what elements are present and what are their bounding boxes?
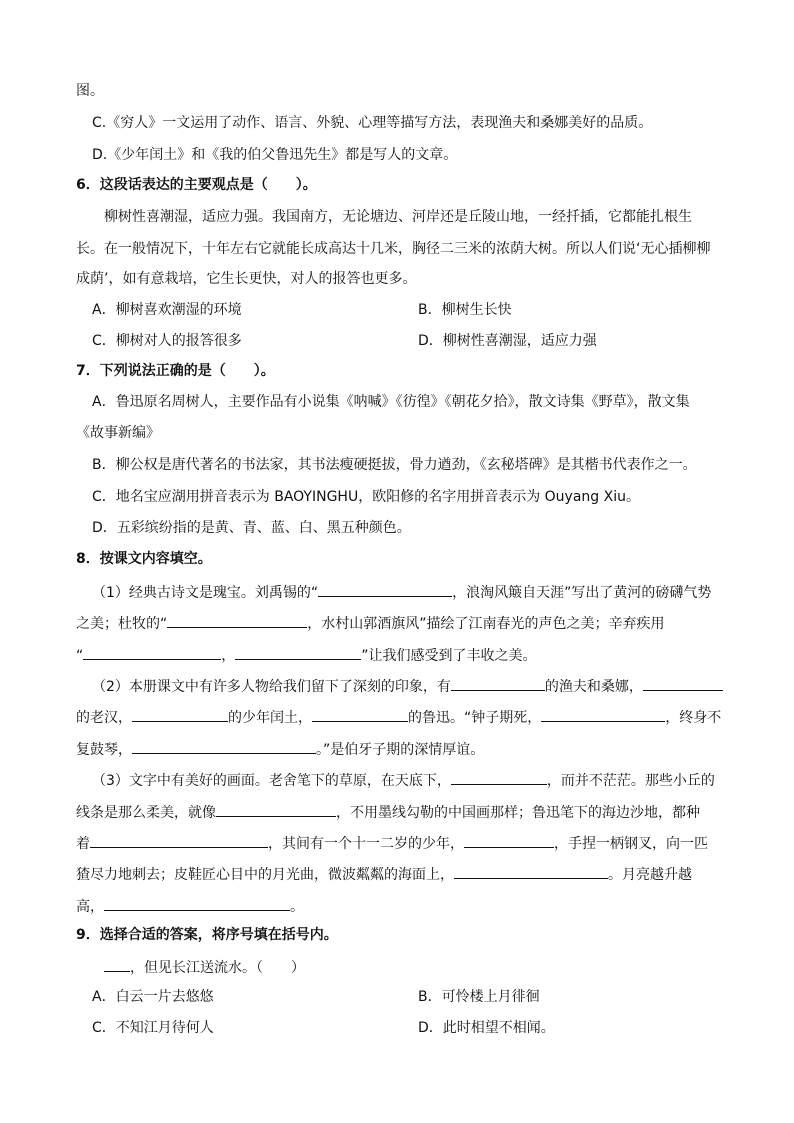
option-a: A．柳树喜欢潮湿的环境 [92,302,242,318]
question-9-text: 9．选择合适的答案，将序号填在括号内。 [76,927,338,943]
passage-line: 成荫’，如有意栽培，它生长更快，对人的报答也更多。 [76,271,417,287]
fill-text: 的少年闰土， [228,710,312,726]
fill-text: 的老汉， [76,710,132,726]
fill-blank[interactable] [167,613,307,628]
fill-text: （2）本册课文中有许多人物给我们留下了深刻的印象，有 [92,679,451,695]
option-a: A．白云一片去悠悠 [92,989,214,1005]
fill-text: ，终身不 [665,710,722,726]
fill-text: （3）文字中有美好的画面。老舍笔下的草原，在天底下， [92,773,451,789]
fill-line [76,864,692,884]
fill-blank[interactable] [90,833,268,848]
fill-blank[interactable] [318,582,452,597]
fill-text: 。”是伯牙子期的深情厚谊。 [316,742,485,758]
fill-text: ，其间有一个十一二岁的少年， [268,836,464,852]
fill-text: 复鼓琴， [76,742,132,758]
passage-line: 柳树性喜潮湿，适应力强。我国南方，无论塘边、河岸还是丘陵山地，一经扦插，它都能扎根生 [104,209,692,225]
fill-blank[interactable] [132,707,228,722]
fill-blank[interactable] [643,676,723,691]
fill-text: ，水村山郭酒旗风”描绘了江南春光的声色之美；辛弃疾用 [307,616,665,632]
option-d: D．此时相望不相闻。 [418,1020,555,1036]
fill-text: （1）经典古诗文是瑰宝。刘禹锡的“ [92,585,319,601]
fill-text: 的鲁迅。“钟子期死， [408,710,542,726]
fill-blank[interactable] [83,645,221,660]
fill-blank[interactable] [216,802,336,817]
fill-line [92,770,715,790]
fill-line [76,896,304,916]
fill-blank[interactable] [454,864,608,879]
fill-blank[interactable] [104,957,130,972]
fill-blank[interactable] [312,707,408,722]
option-d: D．柳树性喜潮湿，适应力强 [418,333,597,349]
fill-text: ，浪淘风簸自天涯”写出了黄河的磅礴气势 [452,585,712,601]
fill-line [76,707,721,727]
fill-blank[interactable] [451,676,545,691]
option-d: D．五彩缤纷指的是黄、青、蓝、白、黑五种颜色。 [92,520,411,536]
fill-text: ， [221,648,236,664]
fill-text: ”让我们感受到了丰收之美。 [361,648,537,664]
fill-blank[interactable] [132,739,316,754]
option-c: C．地名宝应湖用拼音表示为 BAOYINGHU，欧阳修的名字用拼音表示为 Ouyang Xiu。 [92,489,640,505]
fill-text: 着 [76,836,90,852]
fill-line [76,613,665,633]
fill-text: 。 [290,899,304,915]
fill-line [76,739,484,759]
fill-text: “ [76,648,84,664]
fill-text: 之美；杜牧的“ [76,616,168,632]
text-line: 图。 [76,83,104,99]
option-c: C．不知江月待何人 [92,1020,214,1036]
fill-text: ，手捏一柄钢叉，向一匹 [554,836,708,852]
fill-blank[interactable] [541,707,665,722]
fill-text: 的渔夫和桑娜， [544,679,643,695]
passage-line: 长。在一般情况下，十年左右它就能长成高达十几米，胸径二三米的浓荫大树。所以人们说‘无心插柳柳 [76,241,711,257]
fill-line [76,645,537,665]
option-d-prev: D.《少年闰土》和《我的伯父鲁迅先生》都是写人的文章。 [92,147,458,163]
fill-blank[interactable] [464,833,554,848]
fill-line [76,833,708,853]
fill-text: ，不用墨线勾勒的中国画那样；鲁迅笔下的海边沙地，都种 [336,805,700,821]
fill-blank[interactable] [235,645,361,660]
question-7: 7．下列说法正确的是（ ）。 [76,363,275,379]
question-8: 8．按课文内容填空。 [76,551,212,567]
fill-text: 。月亮越升越 [608,867,692,883]
fill-text: 猹尽力地刺去；皮鞋匠心目中的月光曲，微波粼粼的海面上， [76,867,454,883]
fill-text: 高， [76,899,104,915]
option-b: B．柳树生长快 [418,302,512,318]
question-9 [76,926,338,944]
option-b: B．可怜楼上月徘徊 [418,989,540,1005]
option-a: A．鲁迅原名周树人，主要作品有小说集《呐喊》《彷徨》《朝花夕拾》，散文诗集《野草》，散文集 [92,394,690,410]
fill-line [76,802,700,822]
option-a-cont: 《故事新编》 [76,425,160,441]
fill-text: 线条是那么柔美，就像 [76,805,216,821]
option-c-prev: C.《穷人》一文运用了动作、语言、外貌、心理等描写方法，表现渔夫和桑娜美好的品质。 [92,115,653,131]
fill-line [104,957,305,977]
fill-line [92,676,723,696]
fill-blank[interactable] [104,896,290,911]
fill-text: ，而并不茫茫。那些小丘的 [546,773,715,789]
fill-line [92,582,711,602]
fill-text: ，但见长江送流水。（ ） [130,960,305,976]
question-6: 6．这段话表达的主要观点是（ ）。 [76,177,317,193]
fill-blank[interactable] [451,770,547,785]
option-b: B．柳公权是唐代著名的书法家，其书法瘦硬挺拔，骨力遒劲，《玄秘塔碑》是其楷书代表作之一。 [92,457,697,473]
option-c: C．柳树对人的报答很多 [92,333,242,349]
